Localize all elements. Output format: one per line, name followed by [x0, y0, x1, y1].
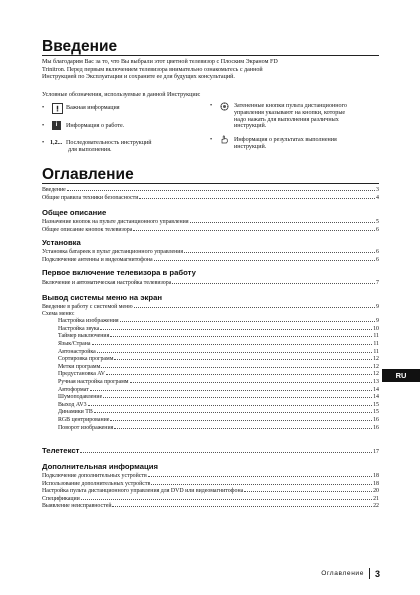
toc-subentry[interactable]: Автонастройка 11: [58, 348, 379, 355]
conventions-label: Условные обозначения, используемые в данной Инструкции:: [42, 92, 201, 98]
toc-install-block: [42, 248, 379, 263]
toc-entry[interactable]: Включение и автоматическая настройка телевизора 7: [42, 280, 379, 286]
intro-line: Инструкцией по Эксплуатации и сохраните ее для будущих консультаций.: [42, 74, 235, 81]
toc-subentry[interactable]: Метки программ 12: [58, 363, 379, 370]
toc-entry[interactable]: Общие правила техники безопасности 4: [42, 194, 379, 201]
toc-top-block: [42, 186, 379, 201]
legend-sequence: [42, 140, 207, 156]
legend-text: надо нажать для выполнения различных: [234, 116, 339, 123]
toc-heading-general: Общее описание: [42, 208, 107, 217]
legend-important: [42, 105, 202, 115]
toc-heading-install: Установка: [42, 238, 81, 247]
shaded-buttons-icon: [220, 102, 229, 111]
toc-first-on-block: [42, 279, 379, 287]
page-number: 3: [374, 568, 380, 579]
toc-entry[interactable]: Выявление неисправностей 22: [42, 503, 379, 510]
toc-heading-extra: Дополнительная информация: [42, 462, 158, 471]
toc-entry[interactable]: Спецификации 21: [42, 495, 379, 502]
intro-title: Введение: [42, 38, 118, 55]
legend-text: для выполнения.: [68, 146, 112, 153]
toc-teletext-block: [42, 448, 379, 456]
toc-menu-block: [42, 303, 379, 431]
toc-general-block: [42, 218, 379, 233]
toc-heading-menu: Вывод системы меню на экран: [42, 293, 163, 302]
toc-entry[interactable]: Подключение антенны и видеомагнитофона 6: [42, 256, 379, 263]
bullet: •: [42, 105, 45, 111]
bullet: •: [210, 137, 213, 143]
important-icon: [52, 103, 63, 114]
bullet: •: [210, 103, 213, 109]
info-icon: i: [52, 121, 61, 130]
toc-entry[interactable]: Установка батареек в пульт дистанционного управления 6: [42, 249, 379, 255]
sequence-marker: 1,2...: [50, 140, 63, 146]
toc-subentry[interactable]: Динамики ТВ 15: [58, 409, 379, 416]
menu-scheme-label: Схема меню:: [42, 310, 75, 317]
intro-title-rule: [42, 55, 379, 56]
intro-line: Мы благодарим Вас за то, что Вы выбрали этот цветной телевизор с Плоским Экраном FD: [42, 59, 278, 65]
toc-subentry[interactable]: Предустановка AV 12: [58, 371, 379, 378]
toc-title: Оглавление: [42, 166, 134, 183]
legend-text: управления указывают на кнопки, которые: [234, 109, 346, 116]
legend-text: Информация о результатах выполнения: [234, 137, 337, 143]
toc-extra-block: [42, 472, 379, 510]
hand-icon: [220, 135, 229, 144]
intro-paragraph: [42, 59, 372, 82]
toc-subentry[interactable]: Настройка звука 10: [58, 325, 379, 332]
toc-entry[interactable]: Использование дополнительных устройств 18: [42, 480, 379, 487]
legend-text: инструкций.: [234, 143, 267, 150]
toc-subentry[interactable]: Автоформат 14: [58, 386, 379, 393]
toc-subentry[interactable]: Настройка изображения 9: [58, 318, 379, 325]
legend-shaded: [210, 103, 380, 133]
toc-subentry[interactable]: Шумоподавление 14: [58, 394, 379, 401]
toc-entry[interactable]: Введение 3: [42, 187, 379, 193]
bullet: •: [42, 140, 45, 146]
legend-operation: [42, 123, 202, 133]
toc-entry[interactable]: Введение в работу с системой меню 9: [42, 304, 379, 310]
toc-subentry[interactable]: Сортировка программ 12: [58, 356, 379, 363]
toc-subentry[interactable]: Ручная настройка программ 13: [58, 378, 379, 385]
legend-text: Последовательность инструкций: [66, 140, 152, 146]
legend-text: Затененные кнопки пульта дистанционного: [234, 103, 347, 109]
toc-entry[interactable]: Подключение дополнительных устройств 18: [42, 473, 379, 479]
toc-entry[interactable]: Настройка пульта дистанционного управления для DVD или видеомагнитофона 20: [42, 488, 379, 495]
menu-subitems: [42, 317, 379, 431]
legend-text: Информация о работе.: [66, 123, 125, 129]
toc-subentry[interactable]: Язык/Страна 11: [58, 340, 379, 347]
toc-subentry[interactable]: Таймер выключения 11: [58, 333, 379, 340]
toc-entry[interactable]: Назначение кнопок на пульте дистанционного управления 5: [42, 219, 379, 225]
language-tab: RU: [382, 369, 420, 382]
footer-section-label: Оглавление: [321, 570, 364, 577]
toc-title-rule: [42, 183, 379, 184]
legend-text: Важная информация: [66, 105, 120, 111]
toc-entry-teletext[interactable]: Телетекст 17: [42, 446, 379, 455]
toc-subentry[interactable]: Поворот изображения 16: [58, 424, 379, 431]
page-footer: [321, 568, 380, 579]
toc-entry[interactable]: Общее описание кнопок телевизора 6: [42, 226, 379, 233]
toc-subentry[interactable]: RGB центрирование 16: [58, 416, 379, 423]
footer-divider: [369, 568, 370, 579]
intro-line: Trinitron. Перед первым включением телевизора внимательно ознакомьтесь с данной: [42, 66, 263, 73]
toc-heading-first-on: Первое включение телевизора в работу: [42, 268, 196, 277]
toc-subentry[interactable]: Выход AV3 15: [58, 401, 379, 408]
bullet: •: [42, 123, 45, 129]
legend-text: инструкций.: [234, 123, 267, 130]
legend-results: [210, 137, 380, 153]
